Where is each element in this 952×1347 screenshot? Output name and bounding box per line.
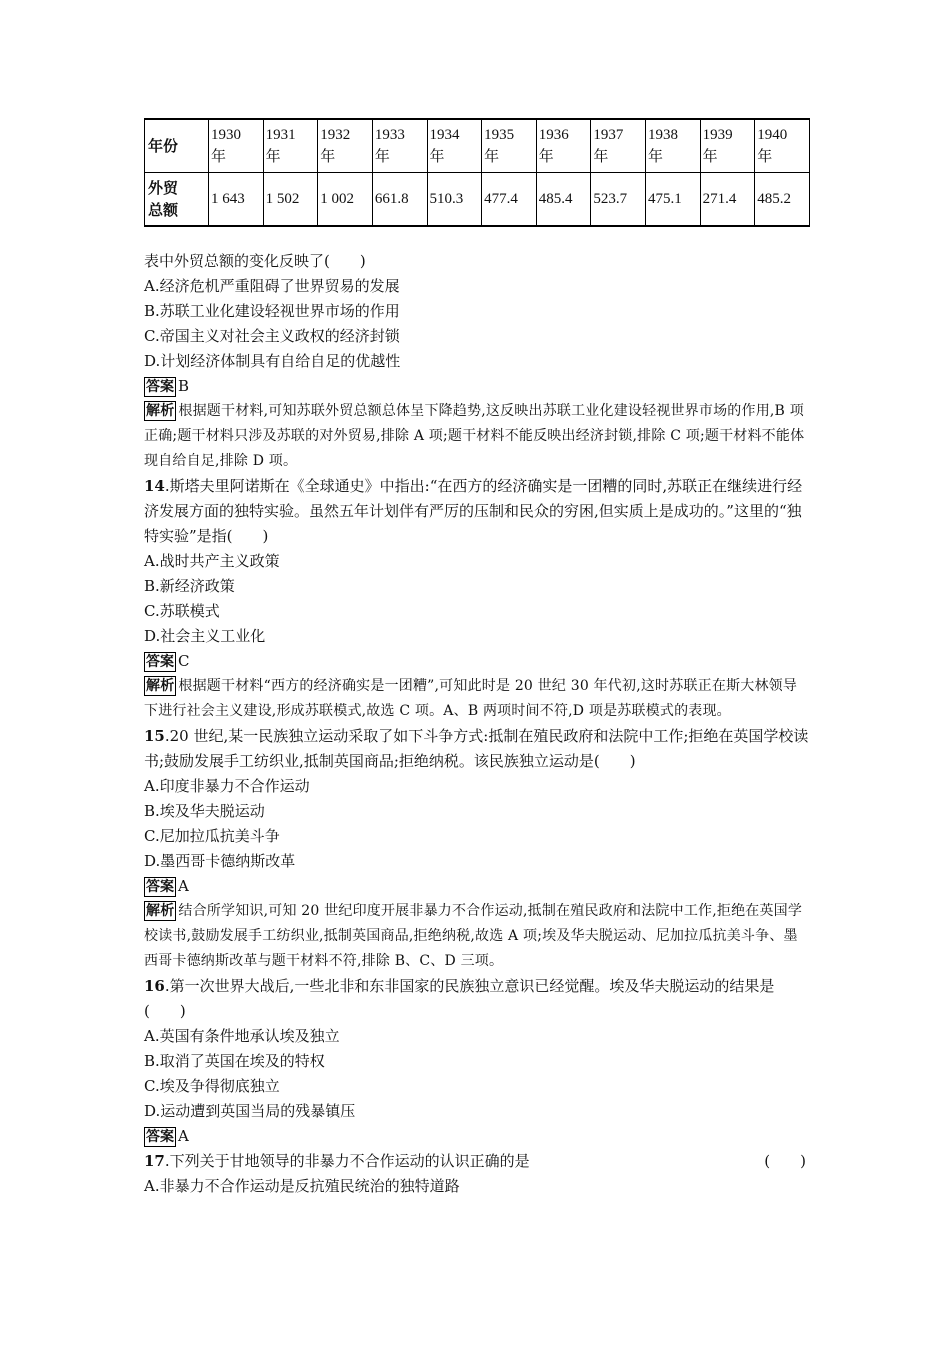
question-13	[144, 249, 810, 474]
explanation	[144, 399, 810, 474]
question-text: .斯塔夫里阿诺斯在《全球通史》中指出:“在西方的经济确实是一团糟的同时,苏联正在继续进行经济发展方面的独特实验。虽然五年计划伴有严厉的压制和民众的穷困,但实质上是成功的。”这里的“独特实验”是指( )	[144, 477, 803, 545]
option-a: A.非暴力不合作运动是反抗殖民统治的独特道路	[144, 1177, 460, 1195]
answer-line	[144, 1124, 810, 1149]
explanation-tag: 解析	[146, 903, 175, 919]
year-1940: 1940 年	[757, 127, 788, 165]
answer-tag: 答案	[146, 379, 174, 395]
answer-tag: 答案	[146, 654, 174, 670]
answer-value: B	[178, 377, 190, 395]
option-c: C.埃及争得彻底独立	[144, 1077, 280, 1095]
option-d: D.运动遭到英国当局的残暴镇压	[144, 1102, 356, 1120]
option-c: C.苏联模式	[144, 602, 220, 620]
option-b: B.苏联工业化建设轻视世界市场的作用	[144, 302, 400, 320]
table-row-values	[145, 173, 810, 227]
table-cell-value: 475.1	[646, 173, 701, 227]
explanation-tag: 解析	[146, 403, 175, 419]
explanation-text: 结合所学知识,可知 20 世纪印度开展非暴力不合作运动,抵制在殖民政府和法院中工作,拒绝在英国学校读书,鼓励发展手工纺织业,抵制英国商品,拒绝纳税,故选 A 项;埃及华夫脱运动、尼加拉瓜抗美斗争、墨西哥卡德纳斯改革与题干材料不符,排除 B、C、D 三项。	[144, 903, 803, 969]
answer-tag: 答案	[146, 879, 174, 895]
question-number: 15	[144, 727, 165, 745]
table-cell-value: 661.8	[372, 173, 427, 227]
question-text: .20 世纪,某一民族独立运动采取了如下斗争方式:抵制在殖民政府和法院中工作;拒绝在英国学校读书;鼓励发展手工纺织业,抵制英国商品;拒绝纳税。该民族独立运动是( )	[144, 727, 809, 770]
table-cell-value: 271.4	[700, 173, 755, 227]
table-cell-year	[646, 119, 701, 173]
question-14	[144, 474, 810, 724]
option-b: B.取消了英国在埃及的特权	[144, 1052, 325, 1070]
year-1930: 1930 年	[211, 127, 241, 165]
table-header-year: 年份	[145, 119, 209, 173]
table-cell-year	[263, 119, 318, 173]
option-d: D.计划经济体制具有自给自足的优越性	[144, 352, 401, 370]
question-number: 17	[144, 1152, 165, 1170]
explanation	[144, 899, 810, 974]
answer-value: A	[178, 1127, 189, 1145]
option-d: D.墨西哥卡德纳斯改革	[144, 852, 296, 870]
year-1936: 1936 年	[538, 127, 569, 165]
year-1935: 1935 年	[484, 127, 515, 165]
question-stem	[144, 974, 810, 1024]
explanation	[144, 674, 810, 724]
table-cell-year	[318, 119, 373, 173]
table-cell-value: 1 502	[263, 173, 318, 227]
question-17	[144, 1149, 810, 1199]
question-16	[144, 974, 810, 1149]
year-1934: 1934 年	[429, 127, 460, 165]
answer-line	[144, 374, 810, 399]
option-d: D.社会主义工业化	[144, 627, 266, 645]
question-stem	[144, 1149, 810, 1174]
question-text: .下列关于甘地领导的非暴力不合作运动的认识正确的是	[164, 1152, 530, 1170]
table-cell-value: 1 002	[318, 173, 373, 227]
option-a: A.印度非暴力不合作运动	[144, 777, 310, 795]
table-cell-year	[482, 119, 537, 173]
option-a: A.英国有条件地承认埃及独立	[144, 1027, 340, 1045]
trade-table	[144, 118, 810, 227]
table-cell-value: 1 643	[209, 173, 264, 227]
table-cell-year	[372, 119, 427, 173]
explanation-tag: 解析	[146, 678, 175, 694]
option-a: A.战时共产主义政策	[144, 552, 280, 570]
trade-total-label: 外贸 总额	[148, 179, 179, 219]
answer-tag: 答案	[146, 1129, 174, 1145]
table-cell-year	[591, 119, 646, 173]
table-cell-value: 510.3	[427, 173, 482, 227]
year-1933: 1933 年	[374, 127, 405, 165]
table-cell-year	[427, 119, 482, 173]
answer-value: A	[178, 877, 189, 895]
table-cell-value: 485.2	[755, 173, 810, 227]
option-c: C.尼加拉瓜抗美斗争	[144, 827, 280, 845]
table-cell-value: 485.4	[536, 173, 591, 227]
year-1938: 1938 年	[648, 127, 678, 165]
table-cell-year	[700, 119, 755, 173]
answer-line	[144, 649, 810, 674]
question-15	[144, 724, 810, 974]
table-cell-value: 477.4	[482, 173, 537, 227]
table-cell-value: 523.7	[591, 173, 646, 227]
table-cell-year	[536, 119, 591, 173]
explanation-text: 根据题干材料“西方的经济确实是一团糟”,可知此时是 20 世纪 30 年代初,这时苏联正在斯大林领导下进行社会主义建设,形成苏联模式,故选 C 项。A、B 两项时间不符,D 项是苏联模式的表现。	[144, 678, 798, 719]
answer-value: C	[178, 652, 190, 670]
explanation-text: 根据题干材料,可知苏联外贸总额总体呈下降趋势,这反映出苏联工业化建设轻视世界市场的作用,B 项正确;题干材料只涉及苏联的对外贸易,排除 A 项;题干材料不能反映出经济封锁,排除 C 项;题干材料不能体现自给自足,排除 D 项。	[144, 403, 805, 469]
year-1937: 1937 年	[593, 127, 624, 165]
year-1932: 1932 年	[320, 127, 351, 165]
spacer	[144, 227, 810, 249]
table-cell-year	[755, 119, 810, 173]
table-cell-year	[209, 119, 264, 173]
option-a: A.经济危机严重阻碍了世界贸易的发展	[144, 277, 400, 295]
question-stem	[144, 724, 810, 774]
year-1931: 1931 年	[265, 127, 296, 165]
question-number: 14	[144, 477, 165, 495]
question-stem	[144, 474, 810, 549]
document-page	[144, 118, 810, 1199]
question-text: .第一次世界大战后,一些北非和东非国家的民族独立意识已经觉醒。埃及华夫脱运动的结果是( )	[144, 977, 775, 1020]
table-header-trade	[145, 173, 209, 227]
option-c: C.帝国主义对社会主义政权的经济封锁	[144, 327, 400, 345]
question-stem: 表中外贸总额的变化反映了( )	[144, 252, 366, 270]
table-row-years	[145, 119, 810, 173]
answer-line	[144, 874, 810, 899]
year-1939: 1939 年	[702, 127, 733, 165]
question-number: 16	[144, 977, 165, 995]
option-b: B.埃及华夫脱运动	[144, 802, 265, 820]
option-b: B.新经济政策	[144, 577, 235, 595]
answer-paren: ( )	[764, 1152, 806, 1170]
